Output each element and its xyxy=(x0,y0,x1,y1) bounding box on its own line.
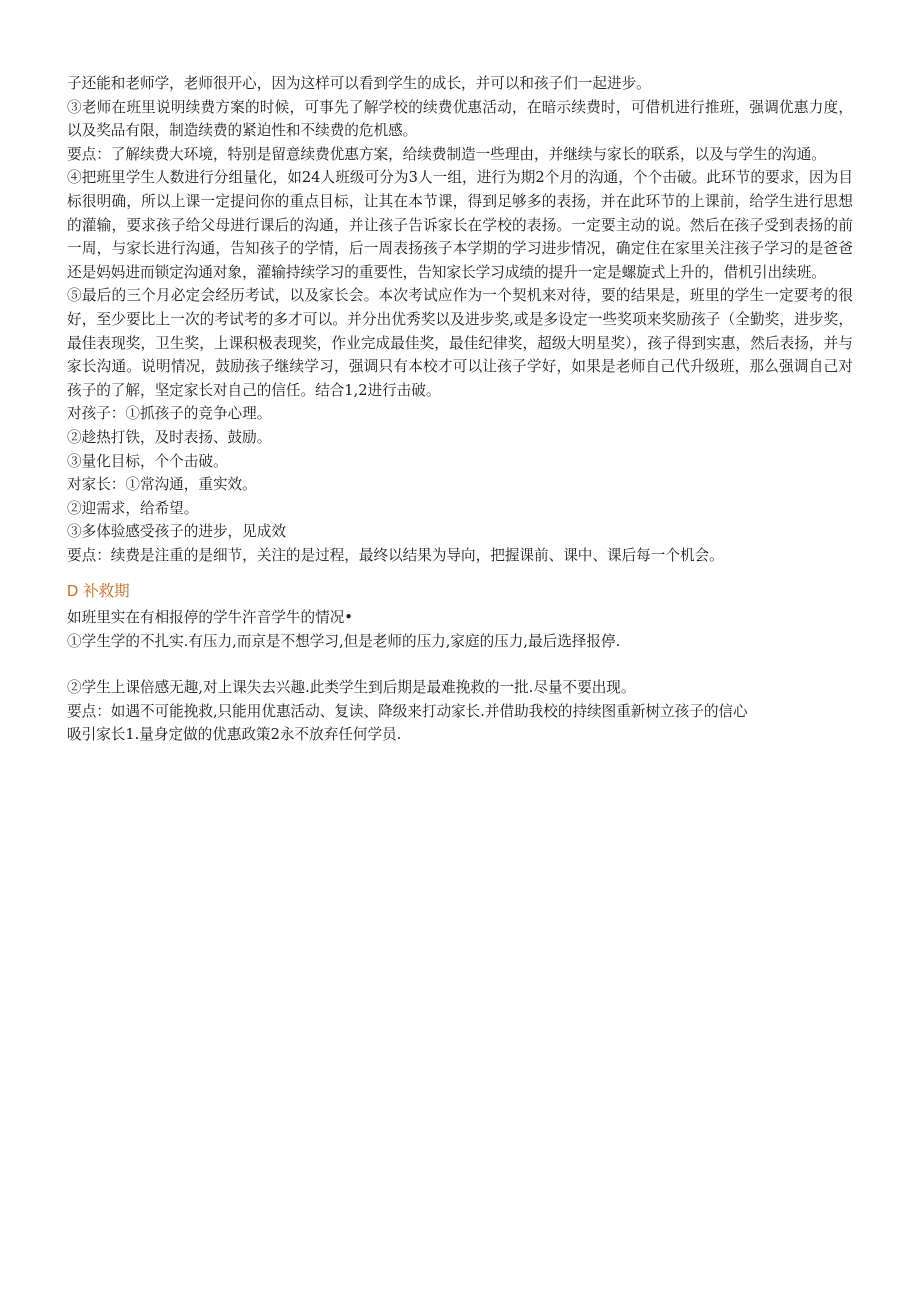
section-letter: D xyxy=(67,583,79,601)
paragraph: 要点：了解续费大环境，特别是留意续费优惠方案，给续费制造一些理由，并继续与家长的联系，以及与学生的沟通。 xyxy=(67,145,826,163)
paragraph: 子还能和老师学，老师很开心，因为这样可以看到学生的成长，并可以和孩子们一起进步。 xyxy=(67,75,651,92)
blank-line xyxy=(67,653,853,676)
paragraph: 对孩子：①抓孩子的竞争心理。 xyxy=(67,405,272,423)
section-title: 补救期 xyxy=(83,582,130,601)
paragraph: ④把班里学生人数进行分组量化，如24人班级可分为3人一组，进行为期2个月的沟通，个个击破。此环节的要求，因为目标很明确，所以上课一定提问你的重点目标，让其在本节课，得到足够多的表扬，并在此环节的上课前，给学生进行思想的灌输，要求孩子给父母进行课后的沟通，并让孩子告诉家长在学校的表扬。一定要主动的说。然后在孩子受到表扬的前一周，与家长进行沟通，告知孩子的学情，后一周表扬孩子本学期的学习进步情况，确定住在家里关注孩子学习的是爸爸还是妈妈进而锁定沟通对象，灌输持续学习的重要性，告知家长学习成绩的提升一定是螺旋式上升的，借机引出续班。 xyxy=(67,169,853,281)
paragraph: ②学生上课倍感无趣,对上课失去兴趣.此类学生到后期是最难挽救的一批.尽量不要出现。 xyxy=(67,679,636,697)
section-d-heading xyxy=(67,580,853,604)
paragraph: ③多体验感受孩子的进步，见成效 xyxy=(67,523,286,541)
section-d-body xyxy=(67,606,853,747)
paragraph: 如班里实在有相报停的学牛汻音学牛的情况• xyxy=(67,609,353,627)
paragraph: ②迎需求，给希望。 xyxy=(67,499,199,517)
paragraph: 要点：如遇不可能挽救,只能用优惠活动、复读、降级来打动家长.并借助我校的持续图重新树立孩子的信心 xyxy=(67,702,748,720)
paragraph: 要点：续费是注重的是细节，关注的是过程，最终以结果为导向，把握课前、课中、课后每一个机会。 xyxy=(67,546,724,564)
paragraph: ①学生学的不扎实.有压力,而京是不想学习,但是老师的压力,家庭的压力,最后选择报停. xyxy=(67,632,621,650)
paragraph: ③量化目标，个个击破。 xyxy=(67,452,228,470)
paragraph: ③老师在班里说明续费方案的时候，可事先了解学校的续费优惠活动，在暗示续费时，可借机进行推班，强调优惠力度，以及奖品有限，制造续费的紧迫性和不续费的危机感。 xyxy=(67,98,853,140)
paragraph: 吸引家长1.量身定做的优惠政策2永不放弃任何学员. xyxy=(67,726,402,744)
section-c-continuation xyxy=(67,72,853,567)
paragraph: ②趁热打铁，及时表扬、鼓励。 xyxy=(67,428,272,446)
paragraph: 对家长：①常沟通，重实效。 xyxy=(67,476,257,494)
paragraph: ⑤最后的三个月必定会经历考试，以及家长会。本次考试应作为一个契机来对待，要的结果是，班里的学生一定要考的很好，至少要比上一次的考试考的多才可以。并分出优秀奖以及进步奖,或是多设定一些奖项来奖励孩子（全勤奖，进步奖，最佳表现奖，卫生奖，上课积极表现奖，作业完成最佳奖，最佳纪律奖，超级大明星奖），孩子得到实惠，然后表扬，并与家长沟通。说明情况，鼓励孩子继续学习，强调只有本校才可以让孩子学好，如果是老师自己代升级班，那么强调自己对孩子的了解，坚定家长对自己的信任。结合1,2进行击破。 xyxy=(67,287,853,399)
document-page xyxy=(67,72,853,747)
